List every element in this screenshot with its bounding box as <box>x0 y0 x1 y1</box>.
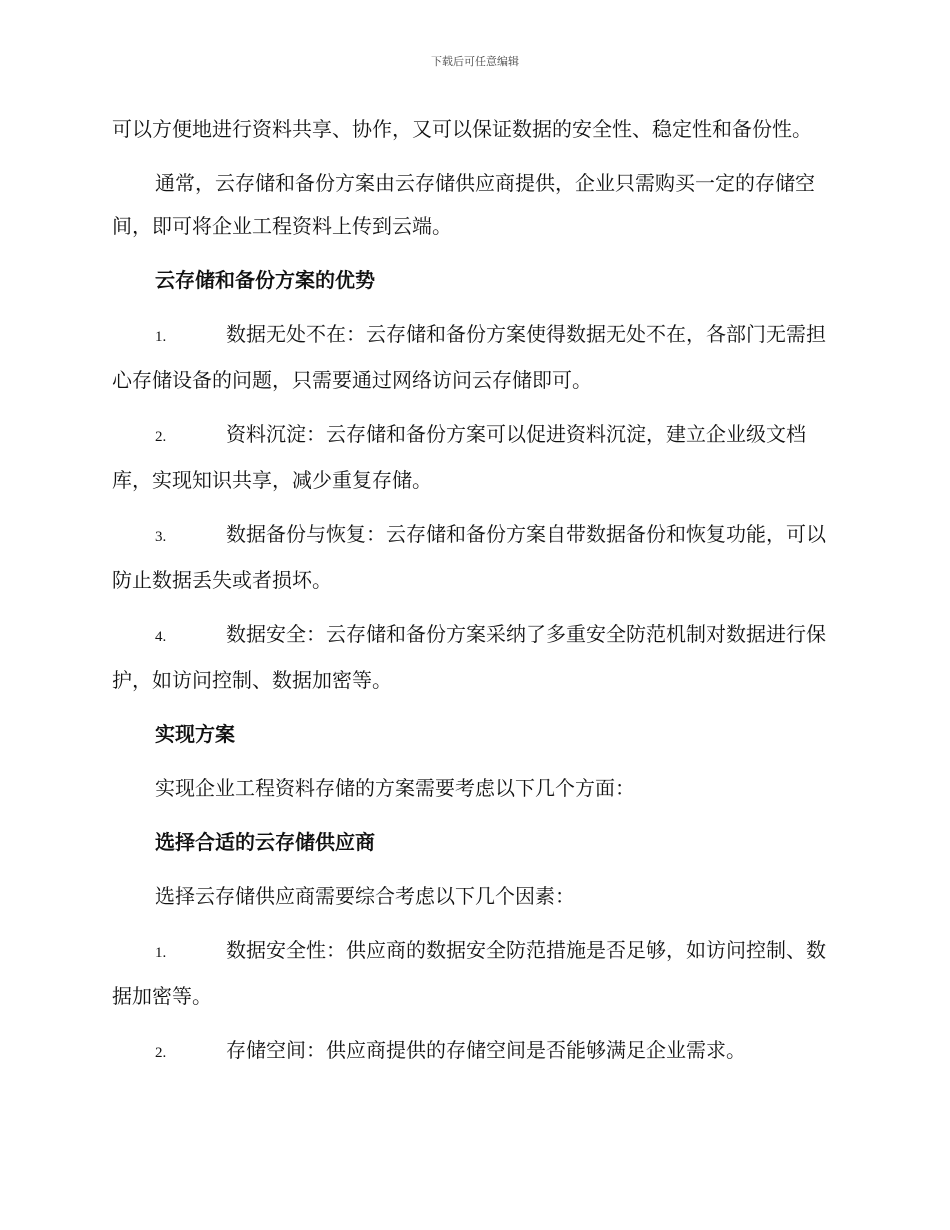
section-heading: 实现方案 <box>155 722 235 746</box>
list-number: 4. <box>155 629 167 645</box>
list-text: 数据安全性：供应商的数据安全防范措施是否足够，如访问控制、数据加密等。 <box>112 938 826 1008</box>
list-item <box>112 513 842 602</box>
list-number: 2. <box>155 429 167 445</box>
list-number: 3. <box>155 529 167 545</box>
list-text: 资料沉淀：云存储和备份方案可以促进资料沉淀，建立企业级文档库，实现知识共享，减少重复存储。 <box>112 422 806 492</box>
list-number: 2. <box>155 1045 167 1061</box>
list-number: 1. <box>155 945 167 961</box>
list-text: 数据无处不在：云存储和备份方案使得数据无处不在，各部门无需担心存储设备的问题，只需要通过网络访问云存储即可。 <box>112 322 826 392</box>
document-body <box>112 108 842 1075</box>
paragraph: 实现企业工程资料存储的方案需要考虑以下几个方面： <box>155 776 635 800</box>
list-item <box>112 1029 842 1075</box>
list-item <box>112 313 842 402</box>
list-number: 1. <box>155 329 167 345</box>
list-item <box>112 613 842 702</box>
page-header: 下载后可任意编辑 <box>431 55 519 68</box>
list-text: 存储空间：供应商提供的存储空间是否能够满足企业需求。 <box>226 1038 746 1062</box>
list-item <box>112 929 842 1018</box>
section-heading: 云存储和备份方案的优势 <box>155 268 375 292</box>
list-text: 数据备份与恢复：云存储和备份方案自带数据备份和恢复功能，可以防止数据丢失或者损坏。 <box>112 522 826 592</box>
paragraph: 可以方便地进行资料共享、协作，又可以保证数据的安全性、稳定性和备份性。 <box>112 117 812 141</box>
section-heading: 选择合适的云存储供应商 <box>155 830 375 854</box>
list-text: 数据安全：云存储和备份方案采纳了多重安全防范机制对数据进行保护，如访问控制、数据加密等。 <box>112 622 826 692</box>
paragraph: 选择云存储供应商需要综合考虑以下几个因素： <box>155 884 575 908</box>
paragraph: 通常，云存储和备份方案由云存储供应商提供，企业只需购买一定的存储空间，即可将企业工程资料上传到云端。 <box>112 171 815 238</box>
list-item <box>112 413 842 502</box>
